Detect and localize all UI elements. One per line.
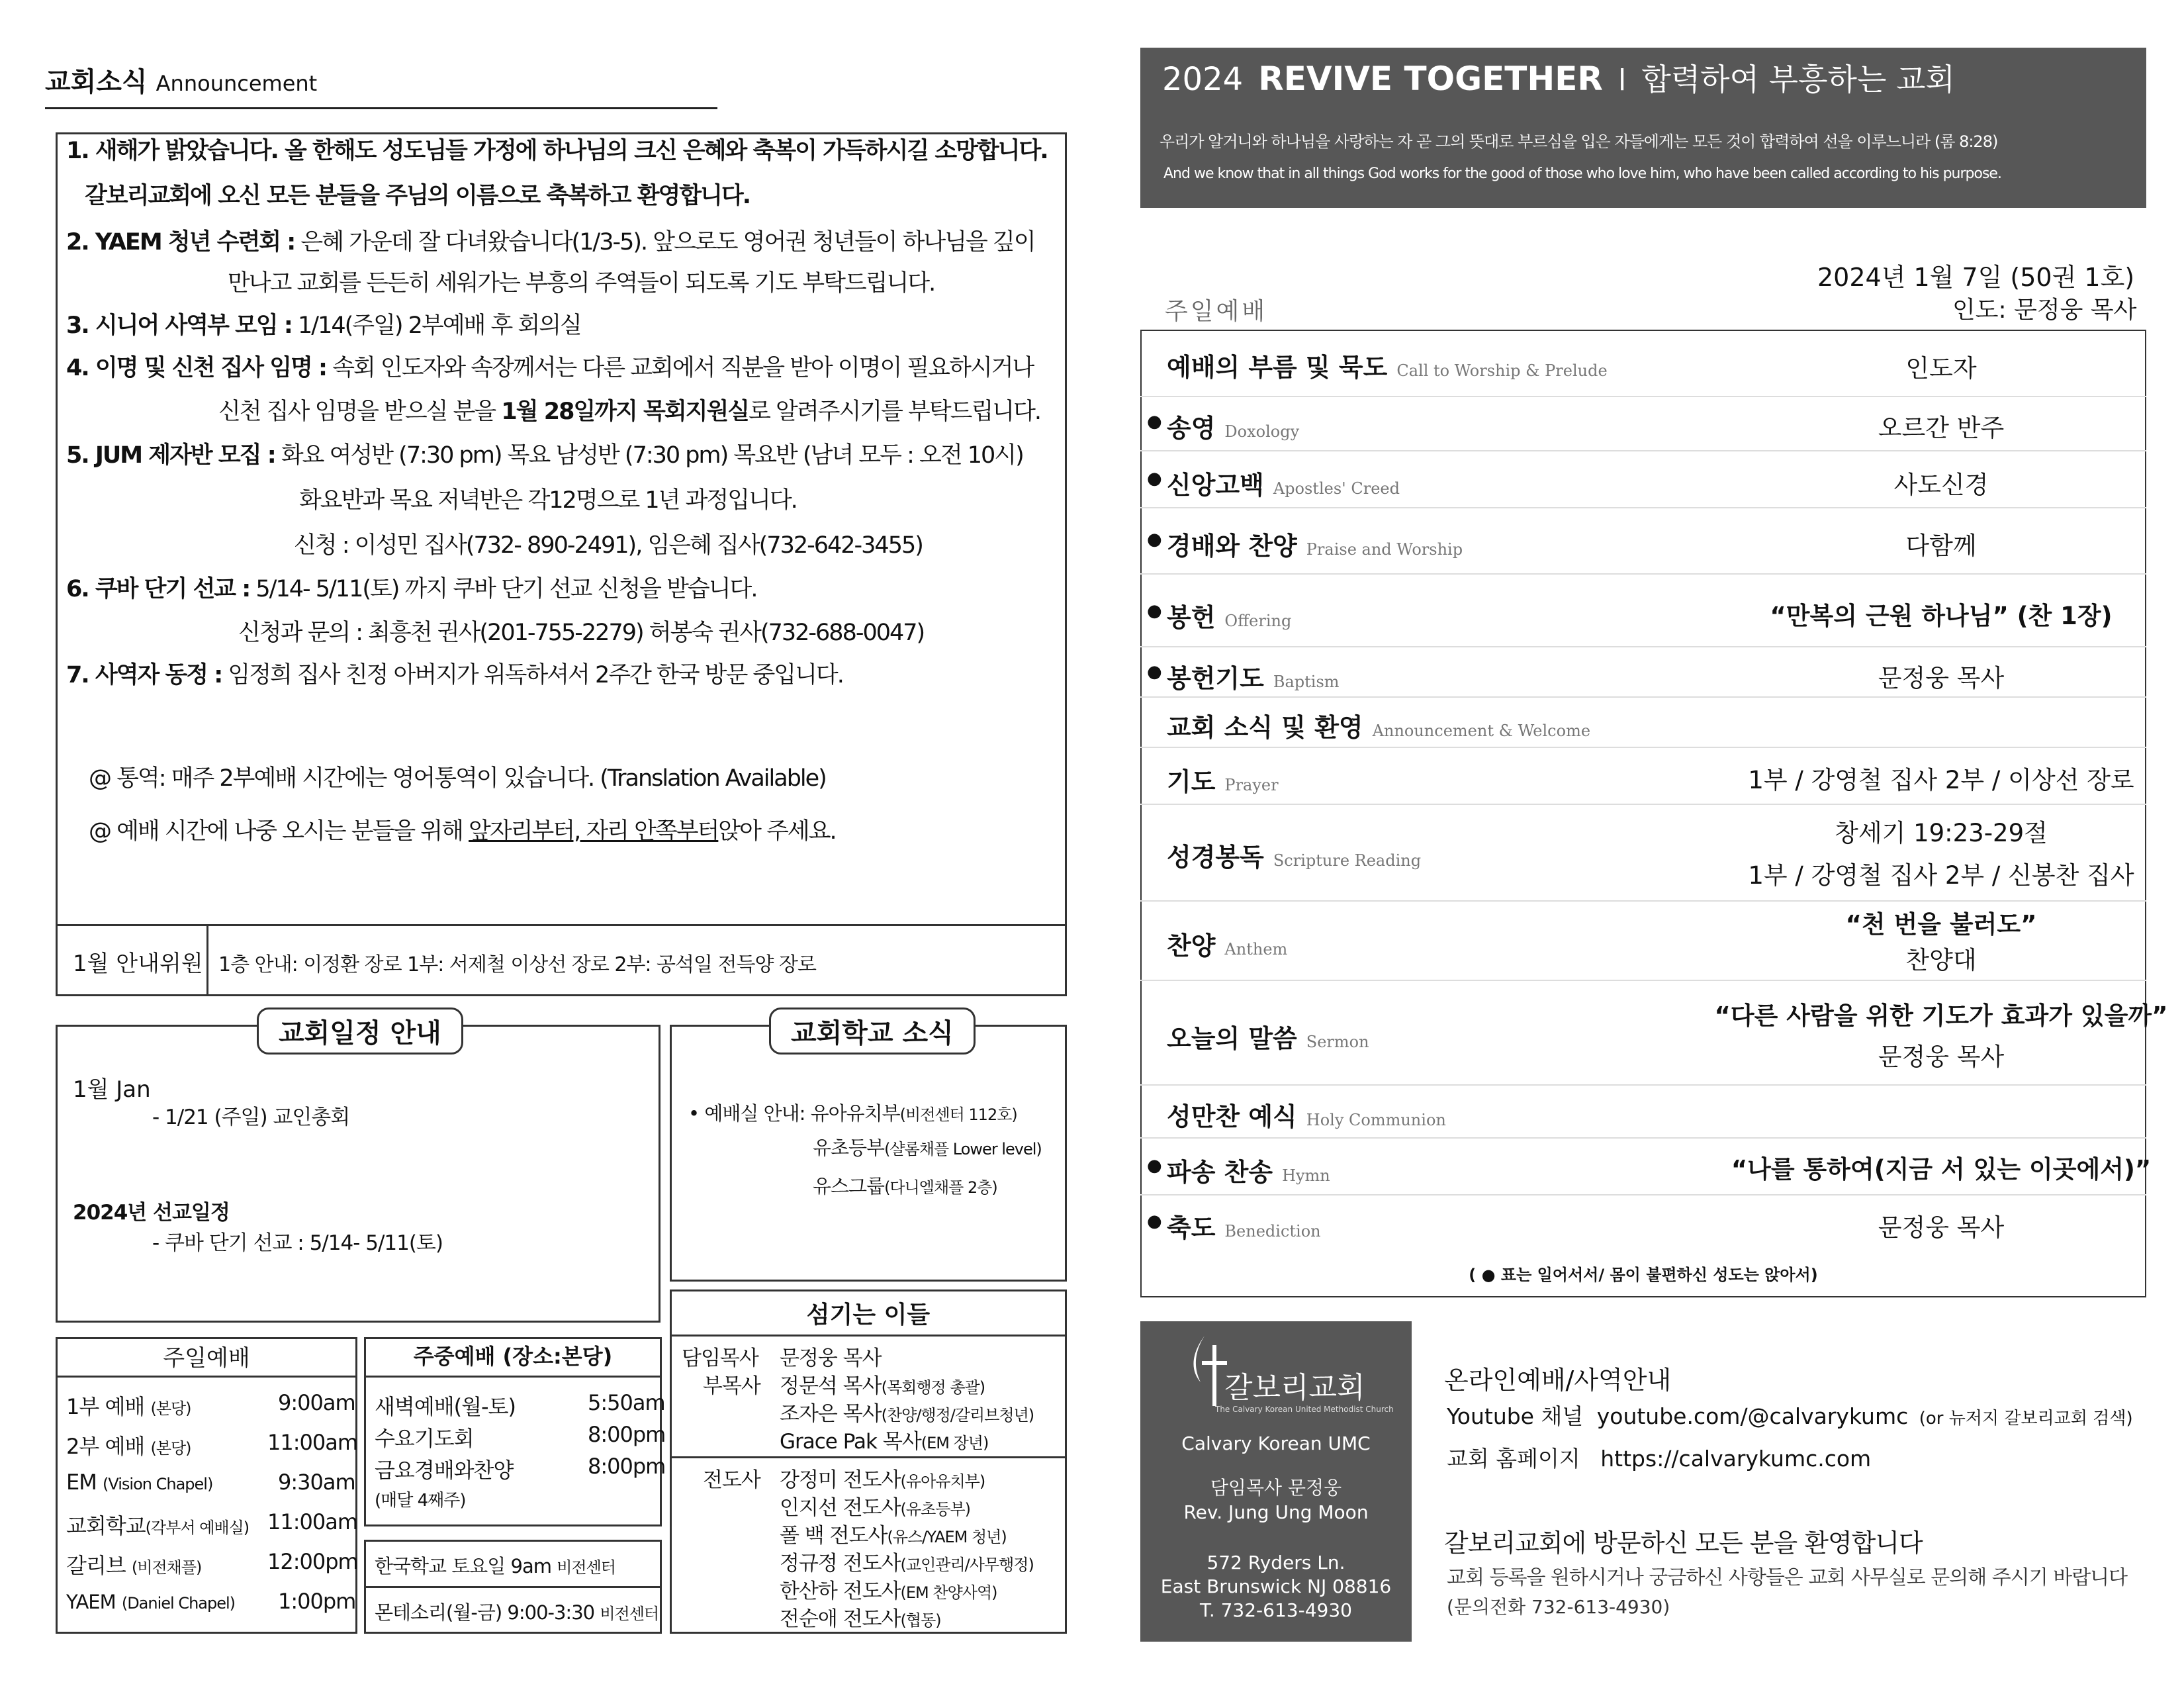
youtube-line [1447, 1399, 2133, 1430]
order-offering-prayer: ● 봉헌기도 Baptism 문정웅 목사 [1140, 647, 2146, 698]
assoc-pastor-2: 조자은 목사(찬양/행정/갈리브청년) [780, 1402, 1034, 1426]
note-translation: @ 통역: 매주 2부예배 시간에는 영어통역이 있습니다. (Translation Available) [89, 765, 826, 792]
ann-5b: 화요반과 목요 저녁반은 각12명으로 1년 과정입니다. [299, 487, 797, 514]
weekday-row-2: 수요기도회 [375, 1426, 474, 1451]
ann-4b: 신천 집사 임명을 받으실 분을 1월 28일까지 목회지원실로 알려주시기를 부탁드립니다. [218, 399, 1041, 425]
school-line-1: • 예배실 안내: 유아유치부(비전센터 112호) [688, 1102, 1017, 1125]
sunday-row-4: 교회학교(각부서 예배실) [66, 1513, 250, 1538]
ann-5c: 신청 : 이성민 집사(732- 890-2491), 임은혜 집사(732-642-3455) [294, 532, 923, 559]
ann-6: 6. 쿠바 단기 선교 : 5/14- 5/11(토) 까지 쿠바 단기 선교 신청을 받습니다. [66, 576, 757, 602]
youtube-link[interactable]: youtube.com/@calvarykumc [1596, 1403, 1909, 1429]
calendar-month: 1월 Jan [73, 1076, 151, 1103]
youtube-note: (or 뉴저지 갈보리교회 검색) [1919, 1409, 2133, 1429]
weekday-title: 주중예배 (장소:본당) [413, 1344, 613, 1369]
order-scripture: 성경봉독 Scripture Reading 창세기 19:23-29절 1부 / 강영철 집사 2부 / 신봉찬 집사 [1140, 805, 2146, 902]
weekday-rule [364, 1376, 662, 1378]
sunday-title: 주일예배 [163, 1345, 250, 1372]
order-creed: ● 신앙고백 Apostles' Creed 사도신경 [1140, 451, 2146, 508]
calendar-item: - 1/21 (주일) 교인총회 [152, 1105, 350, 1129]
theme-line [1162, 56, 1955, 99]
weekday-time-1: 5:50am [588, 1390, 665, 1415]
sunday-time-5: 12:00pm [267, 1549, 358, 1574]
order-communion: 성만찬 예식 Holy Communion [1140, 1086, 2146, 1139]
announcement-box [56, 132, 1067, 996]
sunday-row-3: EM (Vision Chapel) [66, 1470, 213, 1495]
header-rule [45, 107, 717, 109]
order-sermon: 오늘의 말씀 Sermon “다른 사람을 위한 기도가 효과가 있을까” 문정웅 목사 [1140, 981, 2146, 1086]
korean-school-rule [364, 1586, 662, 1588]
order-prayer: 기도 Prayer 1부 / 강영철 집사 2부 / 이상선 장로 [1140, 748, 2146, 805]
announcement-title-ko: 교회소식 [45, 67, 148, 97]
ushers-text: 1층 안내: 이정환 장로 1부: 서제철 이상선 장로 2부: 공석일 전득양 장로 [218, 953, 816, 976]
assoc-pastor-1: 정문석 목사(목회행정 총괄) [780, 1374, 985, 1398]
welcome-title: 갈보리교회에 방문하신 모든 분을 환영합니다 [1444, 1528, 1923, 1558]
sunday-time-2: 11:00am [267, 1430, 357, 1455]
church-logo-sub: The Calvary Korean United Methodist Church [1215, 1405, 1394, 1414]
order-benediction: ● 축도 Benediction 문정웅 목사 [1147, 1211, 2005, 1243]
staff-rule-2 [670, 1456, 1067, 1458]
service-leader: 인도: 문정웅 목사 [1952, 297, 2137, 324]
announcement-title-en: Announcement [156, 71, 318, 96]
theme-separator: l [1617, 64, 1627, 97]
order-praise: ● 경배와 찬양 Praise and Worship 다함께 [1140, 508, 2146, 575]
school-line-3: 유스그룹(다니엘채플 2층) [813, 1175, 997, 1197]
weekday-time-3: 8:00pm [588, 1454, 666, 1479]
ann-1b: 갈보리교회에 오신 모든 분들을 주님의 이름으로 축복하고 환영합니다. [85, 183, 751, 209]
evangelist-4: 정규정 전도사(교인관리/사무행정) [780, 1552, 1034, 1575]
theme-verse-ko: 우리가 알거니와 하나님을 사랑하는 자 곧 그의 뜻대로 부르심을 입은 자들에게는 모든 것이 합력하여 선을 이루느니라 (롬 8:28) [1160, 132, 1998, 151]
mission-item: - 쿠바 단기 선교 : 5/14- 5/11(토) [152, 1231, 443, 1255]
ann-7: 7. 사역자 동정 : 임정희 집사 친정 아버지가 위독하셔서 2주간 한국 방문 중입니다. [66, 662, 843, 688]
ann-2b: 만나고 교회를 든든히 세워가는 부흥의 주역들이 되도록 기도 부탁드립니다. [228, 270, 935, 297]
order-anthem: 찬양 Anthem “천 번을 불러도” 찬양대 [1140, 902, 2146, 981]
ann-6b: 신청과 문의 : 최흥천 권사(201-755-2279) 허봉숙 권사(732-688-0047) [238, 620, 925, 646]
sunday-time-6: 1:00pm [278, 1589, 356, 1614]
evangelist-5: 한산하 전도사(EM 찬양사역) [780, 1579, 997, 1603]
sunday-time-3: 9:30am [278, 1470, 355, 1495]
bulletin-date: 2024년 1월 7일 (50권 1호) [1817, 263, 2135, 292]
mission-title: 2024년 선교일정 [73, 1201, 230, 1225]
evangelist-label: 전도사 [703, 1468, 760, 1492]
weekday-note: (매달 4째주) [375, 1491, 466, 1511]
homepage-link[interactable]: https://calvarykumc.com [1600, 1446, 1872, 1472]
theme-title-ko: 합력하여 부흥하는 교회 [1641, 62, 1955, 97]
theme-year: 2024 [1162, 61, 1244, 98]
service-label: 주일예배 [1165, 298, 1268, 325]
announcement-header [45, 61, 317, 99]
montessori: 몬테소리(월-금) 9:00-3:30 비전센터 [375, 1601, 659, 1624]
note-seating: @ 예배 시간에 나중 오시는 분들을 위해 앞자리부터, 자리 안쪽부터앉아 주세요. [89, 818, 836, 845]
sunday-row-1: 1부 예배 (본당) [66, 1394, 191, 1419]
church-phone: T. 732-613-4930 [1200, 1599, 1352, 1621]
evangelist-3: 폴 백 전도사(유스/YAEM 청년) [780, 1524, 1007, 1548]
youtube-label: Youtube 채널 [1447, 1403, 1584, 1429]
staff-title: 섬기는 이들 [806, 1301, 931, 1329]
ann-3: 3. 시니어 사역부 모임 : 1/14(주일) 2부예배 후 회의실 [66, 312, 581, 339]
theme-title: REVIVE TOGETHER [1258, 60, 1603, 98]
online-title: 온라인예배/사역안내 [1444, 1366, 1672, 1395]
church-name-en: Calvary Korean UMC [1181, 1432, 1371, 1454]
ushers-col-divider [206, 924, 208, 996]
church-pastor-en: Rev. Jung Ung Moon [1183, 1501, 1369, 1523]
korean-school: 한국학교 토요일 9am 비전센터 [375, 1555, 615, 1577]
welcome-text: 교회 등록을 원하시거나 궁금하신 사항들은 교회 사무실로 문의해 주시기 바랍니다 [1447, 1566, 2128, 1589]
sunday-rule [56, 1376, 357, 1378]
order-offering: ● 봉헌 Offering “만복의 근원 하나님” (찬 1장) [1140, 575, 2146, 647]
sunday-row-2: 2부 예배 (본당) [66, 1434, 191, 1459]
assoc-pastor-3: Grace Pak 목사(EM 장년) [780, 1430, 989, 1454]
school-line-2: 유초등부(샬롬채플 Lower level) [813, 1137, 1042, 1159]
assoc-pastor-label: 부목사 [703, 1374, 760, 1398]
weekday-row-3: 금요경배와찬양 [375, 1458, 514, 1483]
homepage-label: 교회 홈페이지 [1447, 1446, 1580, 1472]
sunday-time-4: 11:00am [267, 1509, 357, 1534]
calendar-box [56, 1025, 660, 1323]
staff-rule-1 [670, 1335, 1067, 1336]
evangelist-6: 전순애 전도사(협동) [780, 1607, 941, 1631]
calendar-title: 교회일정 안내 [257, 1008, 463, 1055]
school-title: 교회학교 소식 [769, 1008, 976, 1055]
weekday-row-1: 새벽예배(월-토) [375, 1394, 516, 1419]
sunday-row-5: 갈리브 (비전채플) [66, 1553, 202, 1578]
order-announcements: 교회 소식 및 환영 Announcement & Welcome [1140, 698, 2146, 748]
senior-pastor: 문정웅 목사 [780, 1346, 882, 1370]
weekday-time-2: 8:00pm [588, 1422, 666, 1447]
sunday-time-1: 9:00am [278, 1390, 355, 1415]
ann-5: 5. JUM 제자반 모집 : 화요 여성반 (7:30 pm) 목요 남성반 (7:30 pm) 목요반 (남녀 모두 : 오전 10시) [66, 442, 1023, 469]
order-doxology: ● 송영 Doxology 오르간 반주 [1140, 397, 2146, 451]
ushers-label: 1월 안내위원 [73, 951, 203, 977]
church-address-1: 572 Ryders Ln. [1206, 1552, 1345, 1573]
church-pastor-ko: 담임목사 문정웅 [1210, 1477, 1342, 1499]
church-address-2: East Brunswick NJ 08816 [1160, 1575, 1392, 1597]
sunday-row-6: YAEM (Daniel Chapel) [66, 1591, 236, 1613]
church-logo-text: 갈보리교회 [1224, 1371, 1365, 1405]
evangelist-2: 인지선 전도사(유초등부) [780, 1496, 970, 1520]
theme-verse-en: And we know that in all things God works for the good of those who love him, who have been called according to his purpose. [1163, 165, 2001, 182]
senior-pastor-label: 담임목사 [682, 1346, 758, 1370]
welcome-phone: (문의전화 732-613-4930) [1447, 1596, 1670, 1618]
homepage-line [1447, 1442, 1871, 1473]
evangelist-1: 강정미 전도사(유아유치부) [780, 1468, 985, 1492]
stand-footnote: ( ● 표는 일어서서/ 몸이 불편하신 성도는 앉아서) [1469, 1266, 1818, 1284]
order-hymn: ● 파송 찬송 Hymn “나를 통하여(지금 서 있는 이곳에서)” [1140, 1139, 2146, 1196]
ann-1: 1. 새해가 밝았습니다. 올 한해도 성도님들 가정에 하나님의 크신 은혜와 축복이 가득하시길 소망합니다. [66, 138, 1048, 164]
ann-4: 4. 이명 및 신천 집사 임명 : 속회 인도자와 속장께서는 다른 교회에서 직분을 받아 이명이 필요하시거나 [66, 355, 1034, 381]
order-call-to-worship: 예배의 부름 및 묵도 Call to Worship & Prelude 인도자 [1140, 331, 2146, 397]
ann-2: 2. YAEM 청년 수련회 : 은혜 가운데 잘 다녀왔습니다(1/3-5). 앞으로도 영어권 청년들이 하나님을 깊이 [66, 229, 1035, 256]
